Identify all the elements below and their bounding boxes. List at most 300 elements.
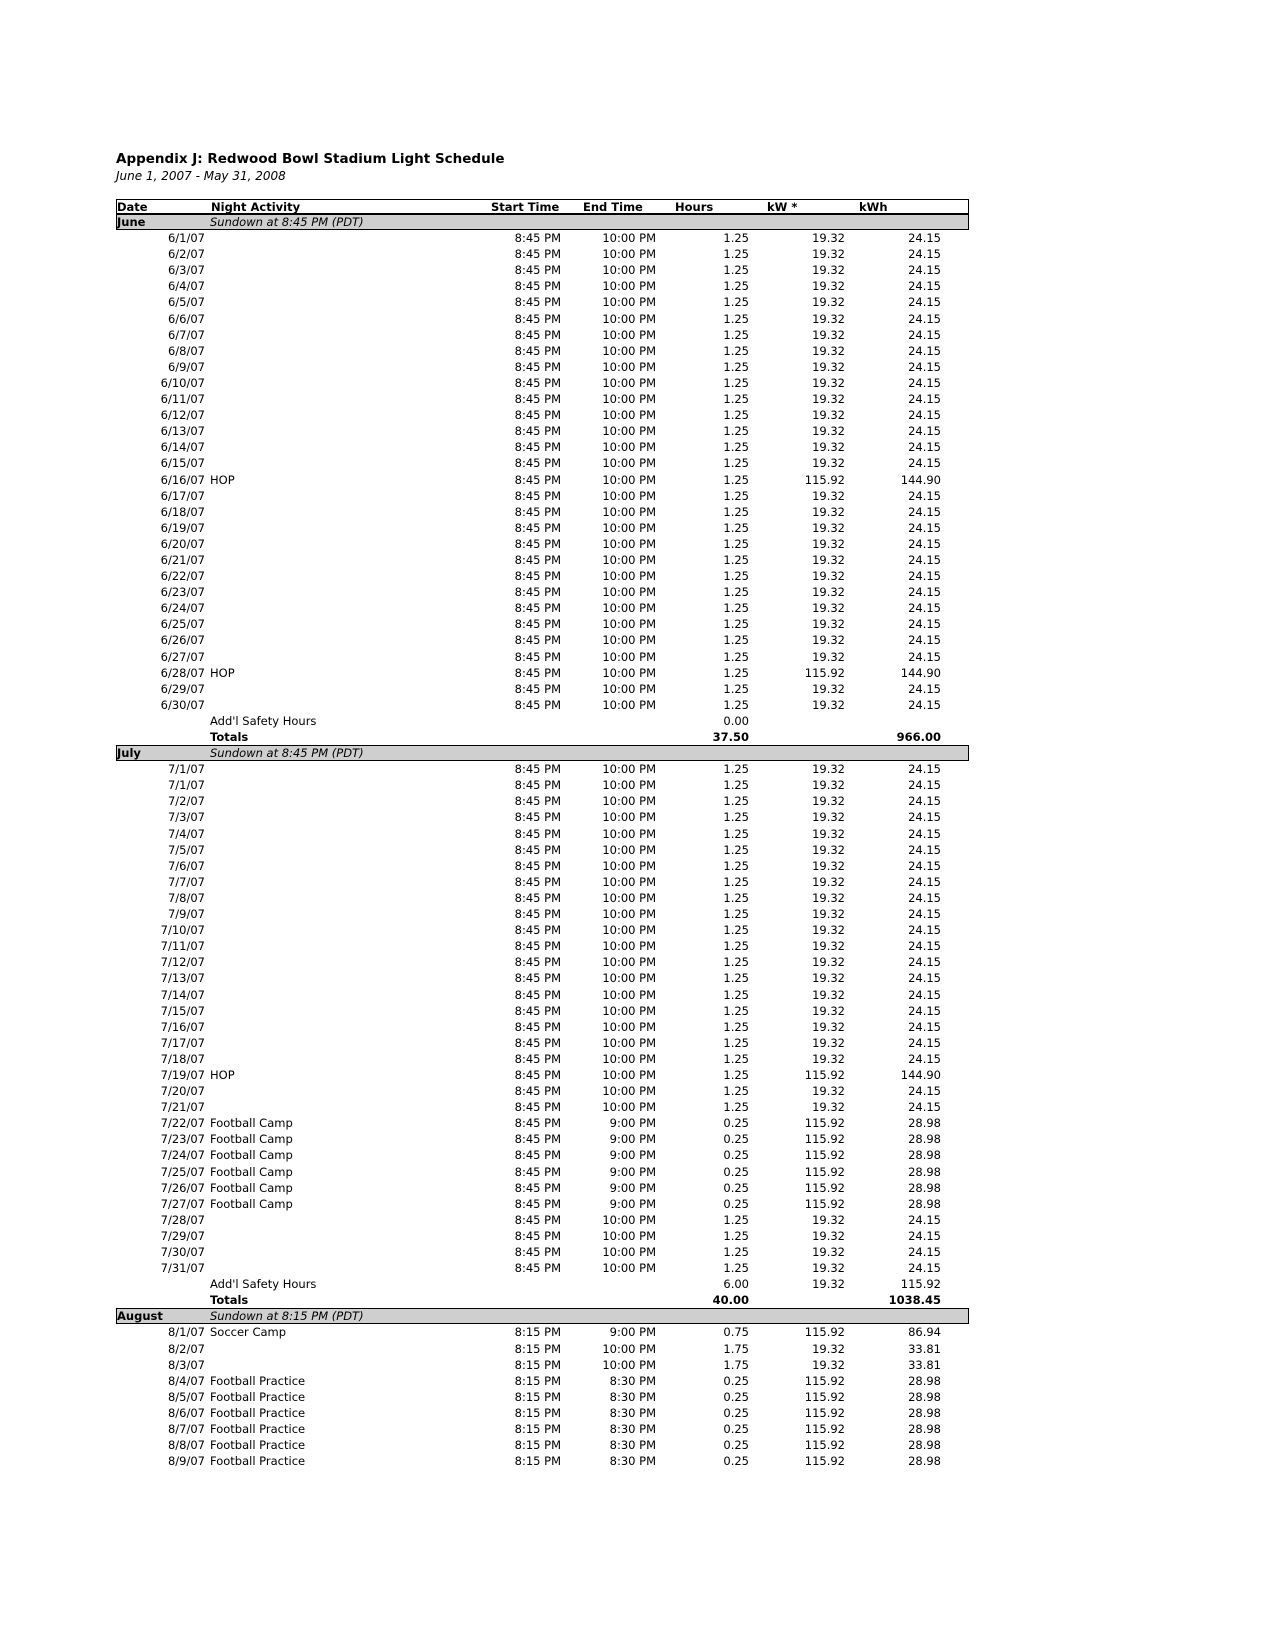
date-cell: 7/9/07	[167, 907, 205, 922]
date-cell: 7/12/07	[160, 955, 205, 970]
table-row	[116, 1051, 969, 1067]
date-cell: 7/7/07	[167, 874, 205, 889]
start-time-cell: 8:45 PM	[514, 327, 561, 342]
table-row	[116, 697, 969, 713]
end-time-cell: 10:00 PM	[602, 1051, 656, 1066]
safety-hours-value: 0.00	[723, 713, 749, 728]
table-row	[116, 632, 969, 648]
kwh-cell: 24.15	[908, 955, 941, 970]
start-time-cell: 8:15 PM	[514, 1389, 561, 1404]
kwh-cell: 24.15	[908, 1212, 941, 1227]
hours-cell: 1.25	[723, 1100, 749, 1115]
table-row	[116, 230, 969, 246]
end-time-cell: 10:00 PM	[602, 327, 656, 342]
date-cell: 7/24/07	[160, 1148, 205, 1163]
end-time-cell: 10:00 PM	[602, 762, 656, 777]
start-time-cell: 8:45 PM	[514, 1019, 561, 1034]
date-cell: 7/5/07	[167, 842, 205, 857]
kwh-cell: 24.15	[908, 440, 941, 455]
kwh-cell: 28.98	[908, 1180, 941, 1195]
kwh-cell: 24.15	[908, 327, 941, 342]
hours-cell: 0.25	[723, 1454, 749, 1469]
end-time-cell: 10:00 PM	[602, 1261, 656, 1276]
start-time-cell: 8:45 PM	[514, 874, 561, 889]
hours-cell: 1.25	[723, 1228, 749, 1243]
start-time-cell: 8:15 PM	[514, 1438, 561, 1453]
table-row	[116, 1373, 969, 1389]
date-cell: 6/23/07	[160, 585, 205, 600]
kwh-cell: 24.15	[908, 858, 941, 873]
kwh-cell: 24.15	[908, 343, 941, 358]
kw-cell: 115.92	[804, 472, 845, 487]
safety-hours-value: 6.00	[723, 1277, 749, 1292]
hours-cell: 0.25	[723, 1148, 749, 1163]
date-cell: 6/5/07	[167, 295, 205, 310]
end-time-cell: 10:00 PM	[602, 923, 656, 938]
kw-cell: 19.32	[812, 890, 845, 905]
hours-cell: 1.25	[723, 794, 749, 809]
table-row	[116, 842, 969, 858]
table-row	[116, 1131, 969, 1147]
end-time-cell: 10:00 PM	[602, 633, 656, 648]
table-row	[116, 1003, 969, 1019]
kw-cell: 115.92	[804, 1132, 845, 1147]
end-time-cell: 9:00 PM	[609, 1116, 656, 1131]
start-time-cell: 8:45 PM	[514, 392, 561, 407]
end-time-cell: 8:30 PM	[609, 1373, 656, 1388]
table-row	[116, 1180, 969, 1196]
table-row	[116, 552, 969, 568]
kwh-cell: 24.15	[908, 392, 941, 407]
end-time-cell: 10:00 PM	[602, 359, 656, 374]
safety-hours-row	[116, 1276, 969, 1292]
kwh-cell: 24.15	[908, 633, 941, 648]
activity-cell: Football Camp	[210, 1164, 293, 1179]
end-time-cell: 10:00 PM	[602, 520, 656, 535]
start-time-cell: 8:45 PM	[514, 375, 561, 390]
kwh-cell: 24.15	[908, 1245, 941, 1259]
kw-cell: 115.92	[804, 1164, 845, 1179]
hours-cell: 0.75	[723, 1325, 749, 1340]
end-time-cell: 10:00 PM	[602, 311, 656, 326]
kwh-cell: 24.15	[908, 890, 941, 905]
hours-cell: 1.75	[723, 1341, 749, 1356]
end-time-cell: 10:00 PM	[602, 1003, 656, 1018]
start-time-cell: 8:45 PM	[514, 697, 561, 712]
start-time-cell: 8:15 PM	[514, 1341, 561, 1356]
kwh-cell: 28.98	[908, 1422, 941, 1437]
end-time-cell: 10:00 PM	[602, 279, 656, 294]
table-row	[116, 938, 969, 954]
start-time-cell: 8:45 PM	[514, 762, 561, 777]
hours-cell: 1.25	[723, 440, 749, 455]
table-row	[116, 1035, 969, 1051]
start-time-cell: 8:45 PM	[514, 343, 561, 358]
start-time-cell: 8:45 PM	[514, 263, 561, 278]
date-cell: 6/30/07	[160, 697, 205, 712]
date-cell: 6/21/07	[160, 552, 205, 567]
date-cell: 6/2/07	[167, 247, 205, 262]
hours-cell: 1.25	[723, 939, 749, 954]
table-row	[116, 1212, 969, 1228]
end-time-cell: 10:00 PM	[602, 247, 656, 262]
kwh-cell: 24.15	[908, 1051, 941, 1066]
hours-cell: 1.25	[723, 247, 749, 262]
header-kw: kW *	[767, 200, 798, 214]
table-row	[116, 504, 969, 520]
end-time-cell: 10:00 PM	[602, 681, 656, 696]
kw-cell: 19.32	[812, 1019, 845, 1034]
table-row	[116, 874, 969, 890]
table-row	[116, 1099, 969, 1115]
kw-cell: 19.32	[812, 1261, 845, 1276]
hours-cell: 0.25	[723, 1116, 749, 1131]
hours-cell: 1.25	[723, 858, 749, 873]
hours-cell: 1.25	[723, 810, 749, 825]
kw-cell: 19.32	[812, 327, 845, 342]
end-time-cell: 10:00 PM	[602, 1067, 656, 1082]
table-row	[116, 343, 969, 359]
kwh-cell: 24.15	[908, 552, 941, 567]
date-cell: 8/7/07	[167, 1422, 205, 1437]
kw-cell: 19.32	[812, 247, 845, 262]
table-row	[116, 455, 969, 471]
table-row	[116, 1164, 969, 1180]
table-row	[116, 472, 969, 488]
end-time-cell: 8:30 PM	[609, 1405, 656, 1420]
activity-cell: Football Camp	[210, 1148, 293, 1163]
kw-cell: 19.32	[812, 343, 845, 358]
end-time-cell: 8:30 PM	[609, 1438, 656, 1453]
end-time-cell: 10:00 PM	[602, 456, 656, 471]
safety-hours-label: Add'l Safety Hours	[210, 713, 317, 728]
totals-hours: 37.50	[712, 730, 749, 744]
hours-cell: 1.25	[723, 1019, 749, 1034]
kw-cell: 19.32	[812, 440, 845, 455]
end-time-cell: 10:00 PM	[602, 939, 656, 954]
month-header-july	[116, 745, 969, 761]
date-cell: 6/17/07	[160, 488, 205, 503]
table-row	[116, 890, 969, 906]
kwh-cell: 24.15	[908, 375, 941, 390]
table-row	[116, 327, 969, 343]
date-cell: 7/1/07	[167, 762, 205, 777]
date-cell: 6/6/07	[167, 311, 205, 326]
hours-cell: 1.25	[723, 907, 749, 922]
start-time-cell: 8:45 PM	[514, 440, 561, 455]
end-time-cell: 10:00 PM	[602, 1019, 656, 1034]
end-time-cell: 10:00 PM	[602, 569, 656, 584]
date-cell: 7/27/07	[160, 1196, 205, 1211]
table-row	[116, 761, 969, 777]
hours-cell: 1.25	[723, 279, 749, 294]
kw-cell: 19.32	[812, 295, 845, 310]
end-time-cell: 10:00 PM	[602, 536, 656, 551]
end-time-cell: 10:00 PM	[602, 778, 656, 793]
kw-cell: 19.32	[812, 842, 845, 857]
hours-cell: 1.25	[723, 424, 749, 439]
date-cell: 6/19/07	[160, 520, 205, 535]
kw-cell: 19.32	[812, 1051, 845, 1066]
start-time-cell: 8:45 PM	[514, 826, 561, 841]
kwh-cell: 24.15	[908, 681, 941, 696]
kw-cell: 115.92	[804, 1454, 845, 1469]
kwh-cell: 24.15	[908, 874, 941, 889]
date-cell: 6/29/07	[160, 681, 205, 696]
kwh-cell: 28.98	[908, 1438, 941, 1453]
kwh-cell: 86.94	[908, 1325, 941, 1340]
hours-cell: 1.25	[723, 874, 749, 889]
start-time-cell: 8:45 PM	[514, 1035, 561, 1050]
kw-cell: 19.32	[812, 488, 845, 503]
end-time-cell: 9:00 PM	[609, 1196, 656, 1211]
totals-row	[116, 1292, 969, 1308]
kw-cell: 115.92	[804, 1067, 845, 1082]
activity-cell: Football Practice	[210, 1422, 306, 1437]
totals-label: Totals	[210, 1293, 249, 1308]
start-time-cell: 8:15 PM	[514, 1454, 561, 1469]
kw-cell: 19.32	[812, 504, 845, 519]
end-time-cell: 10:00 PM	[602, 1212, 656, 1227]
end-time-cell: 10:00 PM	[602, 231, 656, 246]
kw-cell: 19.32	[812, 392, 845, 407]
start-time-cell: 8:45 PM	[514, 858, 561, 873]
start-time-cell: 8:45 PM	[514, 1003, 561, 1018]
hours-cell: 1.25	[723, 392, 749, 407]
kwh-cell: 28.98	[908, 1116, 941, 1131]
end-time-cell: 10:00 PM	[602, 488, 656, 503]
start-time-cell: 8:45 PM	[514, 1261, 561, 1276]
end-time-cell: 10:00 PM	[602, 295, 656, 310]
kwh-cell: 28.98	[908, 1164, 941, 1179]
date-cell: 7/31/07	[160, 1261, 205, 1276]
kwh-cell: 33.81	[908, 1341, 941, 1356]
date-cell: 6/11/07	[160, 392, 205, 407]
start-time-cell: 8:45 PM	[514, 536, 561, 551]
kwh-cell: 24.15	[908, 231, 941, 246]
date-cell: 8/9/07	[167, 1454, 205, 1469]
start-time-cell: 8:45 PM	[514, 279, 561, 294]
kw-cell: 19.32	[812, 971, 845, 986]
kw-cell: 19.32	[812, 1084, 845, 1099]
start-time-cell: 8:45 PM	[514, 311, 561, 326]
kw-cell: 19.32	[812, 762, 845, 777]
kwh-cell: 28.98	[908, 1148, 941, 1163]
start-time-cell: 8:15 PM	[514, 1325, 561, 1340]
totals-label: Totals	[210, 730, 249, 744]
date-cell: 6/14/07	[160, 440, 205, 455]
hours-cell: 1.25	[723, 472, 749, 487]
date-cell: 7/18/07	[160, 1051, 205, 1066]
hours-cell: 1.25	[723, 971, 749, 986]
kwh-cell: 24.15	[908, 649, 941, 664]
start-time-cell: 8:45 PM	[514, 231, 561, 246]
kw-cell: 19.32	[812, 1100, 845, 1115]
start-time-cell: 8:45 PM	[514, 890, 561, 905]
start-time-cell: 8:45 PM	[514, 295, 561, 310]
date-cell: 6/15/07	[160, 456, 205, 471]
table-row	[116, 906, 969, 922]
start-time-cell: 8:45 PM	[514, 520, 561, 535]
start-time-cell: 8:45 PM	[514, 923, 561, 938]
table-row	[116, 616, 969, 632]
date-cell: 7/14/07	[160, 987, 205, 1002]
hours-cell: 1.25	[723, 359, 749, 374]
table-row	[116, 391, 969, 407]
hours-cell: 1.25	[723, 569, 749, 584]
hours-cell: 1.25	[723, 955, 749, 970]
kw-cell: 115.92	[804, 665, 845, 680]
table-row	[116, 407, 969, 423]
end-time-cell: 10:00 PM	[602, 810, 656, 825]
table-row	[116, 1228, 969, 1244]
activity-cell: Football Camp	[210, 1116, 293, 1131]
start-time-cell: 8:45 PM	[514, 488, 561, 503]
document-header	[116, 151, 969, 184]
start-time-cell: 8:45 PM	[514, 955, 561, 970]
end-time-cell: 10:00 PM	[602, 1245, 656, 1259]
start-time-cell: 8:45 PM	[514, 842, 561, 857]
hours-cell: 1.25	[723, 1245, 749, 1259]
end-time-cell: 10:00 PM	[602, 697, 656, 712]
start-time-cell: 8:45 PM	[514, 1196, 561, 1211]
safety-hours-row	[116, 713, 969, 729]
end-time-cell: 10:00 PM	[602, 1100, 656, 1115]
end-time-cell: 10:00 PM	[602, 858, 656, 873]
kw-cell: 19.32	[812, 923, 845, 938]
kwh-cell: 28.98	[908, 1373, 941, 1388]
start-time-cell: 8:45 PM	[514, 1116, 561, 1131]
start-time-cell: 8:45 PM	[514, 472, 561, 487]
table-row	[116, 1405, 969, 1421]
table-row	[116, 262, 969, 278]
end-time-cell: 10:00 PM	[602, 874, 656, 889]
kw-cell: 19.32	[812, 794, 845, 809]
hours-cell: 1.25	[723, 536, 749, 551]
start-time-cell: 8:15 PM	[514, 1373, 561, 1388]
kw-cell: 19.32	[812, 552, 845, 567]
hours-cell: 1.25	[723, 633, 749, 648]
kw-cell: 115.92	[804, 1438, 845, 1453]
date-cell: 7/22/07	[160, 1116, 205, 1131]
kwh-cell: 24.15	[908, 569, 941, 584]
kw-cell: 19.32	[812, 311, 845, 326]
kwh-cell: 24.15	[908, 424, 941, 439]
end-time-cell: 10:00 PM	[602, 1084, 656, 1099]
date-cell: 7/2/07	[167, 794, 205, 809]
end-time-cell: 10:00 PM	[602, 392, 656, 407]
kwh-cell: 24.15	[908, 456, 941, 471]
kw-cell: 19.32	[812, 1228, 845, 1243]
hours-cell: 1.25	[723, 1003, 749, 1018]
kwh-cell: 24.15	[908, 987, 941, 1002]
table-row	[116, 649, 969, 665]
date-cell: 6/26/07	[160, 633, 205, 648]
date-cell: 6/27/07	[160, 649, 205, 664]
start-time-cell: 8:45 PM	[514, 1067, 561, 1082]
kwh-cell: 28.98	[908, 1196, 941, 1211]
hours-cell: 0.25	[723, 1389, 749, 1404]
table-row	[116, 1389, 969, 1405]
start-time-cell: 8:45 PM	[514, 1180, 561, 1195]
start-time-cell: 8:45 PM	[514, 971, 561, 986]
start-time-cell: 8:15 PM	[514, 1405, 561, 1420]
kwh-cell: 24.15	[908, 408, 941, 423]
kwh-cell: 28.98	[908, 1132, 941, 1147]
end-time-cell: 10:00 PM	[602, 617, 656, 632]
date-cell: 8/1/07	[167, 1325, 205, 1340]
start-time-cell: 8:45 PM	[514, 1212, 561, 1227]
table-row	[116, 1147, 969, 1163]
start-time-cell: 8:45 PM	[514, 681, 561, 696]
end-time-cell: 9:00 PM	[609, 1325, 656, 1340]
kwh-cell: 28.98	[908, 1454, 941, 1469]
date-cell: 7/4/07	[167, 826, 205, 841]
end-time-cell: 10:00 PM	[602, 424, 656, 439]
end-time-cell: 10:00 PM	[602, 408, 656, 423]
hours-cell: 1.25	[723, 327, 749, 342]
start-time-cell: 8:45 PM	[514, 1132, 561, 1147]
kwh-cell: 24.15	[908, 794, 941, 809]
end-time-cell: 9:00 PM	[609, 1180, 656, 1195]
kwh-cell: 24.15	[908, 488, 941, 503]
hours-cell: 1.25	[723, 263, 749, 278]
activity-cell: HOP	[210, 1067, 235, 1082]
date-cell: 7/6/07	[167, 858, 205, 873]
table-row	[116, 970, 969, 986]
kwh-cell: 24.15	[908, 810, 941, 825]
kw-cell: 115.92	[804, 1325, 845, 1340]
kw-cell: 19.32	[812, 569, 845, 584]
start-time-cell: 8:45 PM	[514, 1228, 561, 1243]
hours-cell: 0.25	[723, 1196, 749, 1211]
end-time-cell: 10:00 PM	[602, 794, 656, 809]
hours-cell: 1.25	[723, 617, 749, 632]
kw-cell: 19.32	[812, 1341, 845, 1356]
date-cell: 7/8/07	[167, 890, 205, 905]
date-cell: 6/9/07	[167, 359, 205, 374]
kw-cell: 115.92	[804, 1116, 845, 1131]
date-cell: 6/8/07	[167, 343, 205, 358]
kw-cell: 115.92	[804, 1422, 845, 1437]
table-row	[116, 1196, 969, 1212]
kwh-cell: 24.15	[908, 1084, 941, 1099]
date-cell: 6/4/07	[167, 279, 205, 294]
kw-cell: 19.32	[812, 1003, 845, 1018]
start-time-cell: 8:45 PM	[514, 424, 561, 439]
hours-cell: 1.25	[723, 1067, 749, 1082]
hours-cell: 1.25	[723, 520, 749, 535]
end-time-cell: 10:00 PM	[602, 1341, 656, 1356]
safety-kwh-value: 115.92	[900, 1277, 941, 1292]
kwh-cell: 24.15	[908, 617, 941, 632]
kw-cell: 19.32	[812, 987, 845, 1002]
table-row	[116, 858, 969, 874]
kw-cell: 19.32	[812, 858, 845, 873]
table-row	[116, 278, 969, 294]
header-night-activity: Night Activity	[211, 200, 301, 214]
hours-cell: 1.25	[723, 987, 749, 1002]
date-cell: 7/17/07	[160, 1035, 205, 1050]
start-time-cell: 8:45 PM	[514, 1245, 561, 1259]
hours-cell: 1.25	[723, 456, 749, 471]
hours-cell: 0.25	[723, 1164, 749, 1179]
hours-cell: 1.25	[723, 601, 749, 616]
end-time-cell: 10:00 PM	[602, 955, 656, 970]
hours-cell: 0.25	[723, 1180, 749, 1195]
hours-cell: 1.25	[723, 231, 749, 246]
table-row	[116, 1067, 969, 1083]
